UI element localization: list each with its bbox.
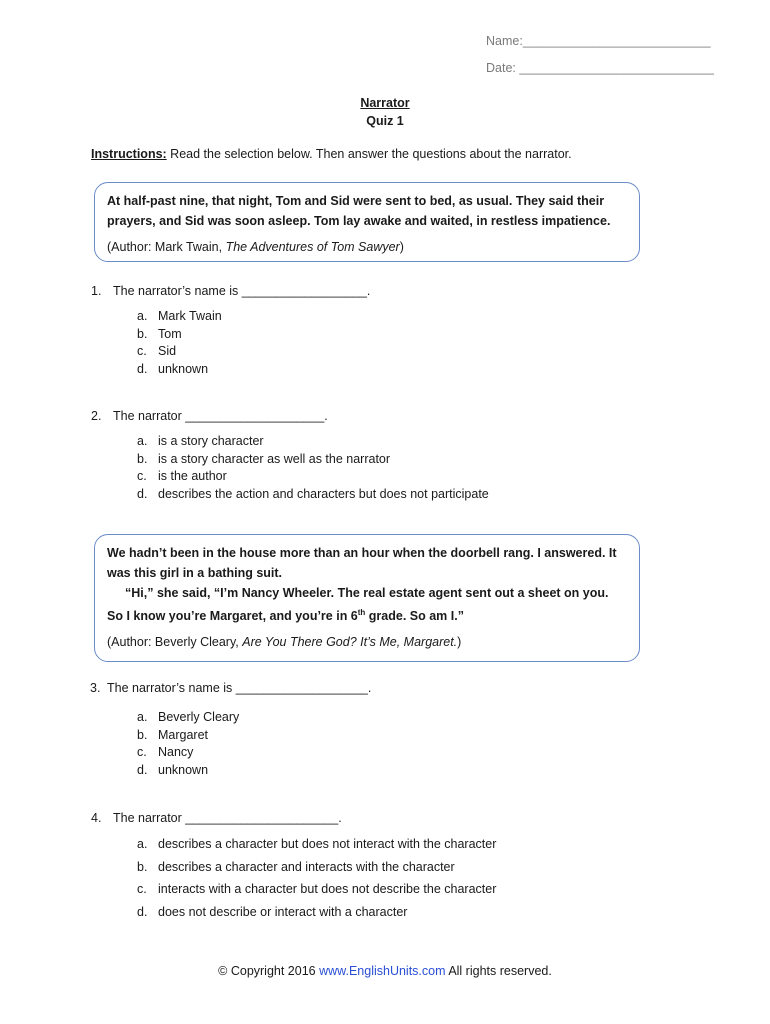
- question-2-options: [137, 434, 489, 504]
- passage-2-author: [107, 632, 627, 652]
- question-text: The narrator ______________________.: [113, 811, 342, 825]
- question-4: [91, 811, 342, 825]
- option-letter: c.: [137, 882, 147, 896]
- option-text: describes the action and characters but does not participate: [158, 486, 489, 501]
- instructions-text: Read the selection below. Then answer the questions about the narrator.: [166, 147, 572, 161]
- option-text: Margaret: [158, 727, 209, 742]
- page-subtitle: Quiz 1: [366, 114, 404, 128]
- question-3-options: [137, 710, 239, 780]
- author-suffix: ): [457, 635, 462, 650]
- instructions: [91, 147, 572, 161]
- option-letter: d.: [137, 361, 148, 376]
- option-letter: b.: [137, 859, 148, 874]
- book-title: Are You There God? It’s Me, Margaret.: [242, 635, 458, 650]
- question-number: 2.: [91, 409, 102, 423]
- question-text: The narrator ____________________.: [113, 409, 328, 423]
- option-text: Beverly Cleary: [158, 710, 240, 724]
- question-4-options: [137, 837, 496, 927]
- author-prefix: (Author: Beverly Cleary,: [107, 635, 243, 650]
- dialogue-text: “Hi,” she said, “I’m Nancy Wheeler. The real estate agent sent out a sheet on you. So I know you’re Margaret, and you’re in 6: [107, 586, 609, 624]
- ordinal-suffix: th: [357, 608, 366, 617]
- copyright-prefix: © Copyright 2016: [218, 964, 320, 978]
- website-link[interactable]: www.EnglishUnits.com: [319, 964, 446, 978]
- option[interactable]: [137, 745, 239, 763]
- option-letter: c.: [137, 745, 147, 759]
- option-text: is a story character: [158, 434, 264, 448]
- question-text: The narrator’s name is __________________.: [113, 284, 371, 298]
- option[interactable]: [137, 905, 496, 928]
- question-number: 4.: [91, 811, 102, 825]
- option[interactable]: [137, 763, 239, 781]
- option[interactable]: [137, 837, 496, 860]
- instructions-label: Instructions:: [91, 147, 167, 161]
- option-text: Tom: [158, 326, 182, 341]
- passage-2-dialogue: [107, 583, 627, 626]
- option-letter: a.: [137, 837, 148, 851]
- option[interactable]: [137, 882, 496, 905]
- option-text: Nancy: [158, 745, 194, 759]
- option-letter: b.: [137, 727, 148, 742]
- question-text: The narrator’s name is ___________________.: [107, 681, 372, 695]
- option-letter: d.: [137, 762, 148, 777]
- option[interactable]: [137, 309, 222, 327]
- option[interactable]: [137, 728, 239, 746]
- option[interactable]: [137, 860, 496, 883]
- option-letter: a.: [137, 434, 148, 448]
- question-number: 1.: [91, 284, 102, 298]
- option-text: describes a character but does not interact with the character: [158, 837, 497, 851]
- question-number: 3.: [90, 681, 101, 695]
- book-title: The Adventures of Tom Sawyer: [225, 240, 400, 254]
- passage-box-1: [94, 182, 640, 262]
- option-letter: d.: [137, 904, 148, 919]
- option[interactable]: [137, 362, 222, 380]
- copyright-footer: [0, 964, 770, 978]
- option-letter: a.: [137, 309, 148, 323]
- question-1: [91, 284, 370, 298]
- option-letter: d.: [137, 486, 148, 501]
- option-text: interacts with a character but does not describe the character: [158, 882, 497, 896]
- passage-2-text: We hadn’t been in the house more than an hour when the doorbell rang. I answered. It was this girl in a bathing suit.: [107, 546, 617, 580]
- passage-box-2: [94, 534, 640, 662]
- option-text: is the author: [158, 469, 227, 483]
- option[interactable]: [137, 487, 489, 505]
- option-letter: b.: [137, 451, 148, 466]
- option-letter: b.: [137, 326, 148, 341]
- passage-1-author: [107, 237, 627, 257]
- option-text: unknown: [158, 762, 209, 777]
- passage-1-text: At half-past nine, that night, Tom and Sid were sent to bed, as usual. They said their prayers, and Sid was soon asleep. Tom lay awake and waited, in restless impatience.: [107, 194, 611, 228]
- page-title: Narrator: [360, 96, 410, 110]
- option[interactable]: [137, 452, 489, 470]
- date-field[interactable]: Date: ____________________________: [486, 61, 715, 75]
- option-text: unknown: [158, 361, 209, 376]
- question-1-options: [137, 309, 222, 379]
- option-letter: c.: [137, 469, 147, 483]
- option[interactable]: [137, 344, 222, 362]
- option-text: does not describe or interact with a character: [158, 904, 408, 919]
- option-letter: c.: [137, 344, 147, 358]
- option[interactable]: [137, 710, 239, 728]
- title-block: [0, 94, 770, 130]
- option-letter: a.: [137, 710, 148, 724]
- option[interactable]: [137, 434, 489, 452]
- option-text: is a story character as well as the narrator: [158, 451, 391, 466]
- option-text: Mark Twain: [158, 309, 222, 323]
- option-text: describes a character and interacts with the character: [158, 859, 455, 874]
- question-2: [91, 409, 328, 423]
- author-prefix: (Author: Mark Twain,: [107, 240, 226, 254]
- option[interactable]: [137, 327, 222, 345]
- copyright-suffix: All rights reserved.: [445, 964, 552, 978]
- option-text: Sid: [158, 344, 177, 358]
- dialogue-text-end: grade. So am I.”: [365, 609, 464, 624]
- option[interactable]: [137, 469, 489, 487]
- name-field[interactable]: Name:___________________________: [486, 34, 711, 48]
- question-3: [90, 681, 371, 695]
- author-suffix: ): [399, 240, 404, 254]
